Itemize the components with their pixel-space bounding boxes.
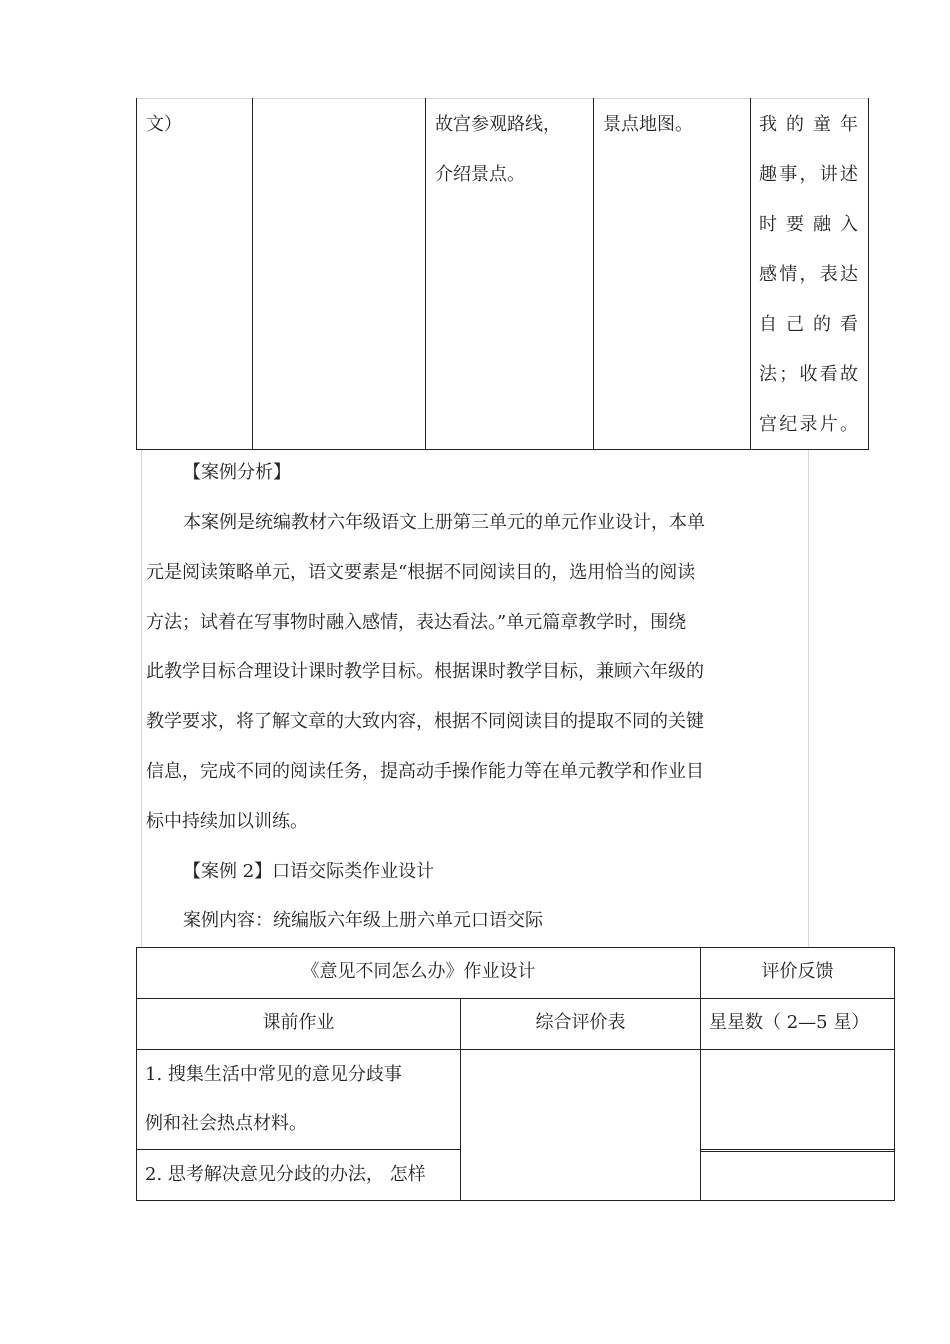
table-2-bottom-border — [136, 1200, 895, 1201]
table-1-line — [136, 98, 137, 450]
table-1-top-border — [136, 98, 869, 99]
table-2-col2-header: 综合评价表 — [535, 1012, 626, 1033]
table-2-row1-line: 1. 搜集生活中常见的意见分歧事 — [145, 1064, 402, 1085]
table-1-col5-line: 自己的看 — [759, 314, 858, 335]
table-2-col3-header: 星星数（ 2—5 星） — [709, 1012, 870, 1033]
case2-content: 案例内容：统编版六年级上册六单元口语交际 — [183, 910, 543, 931]
analysis-box-right-border — [808, 450, 809, 947]
table-1-line — [868, 98, 869, 450]
table-2-line — [894, 947, 895, 1201]
table-1-line — [252, 98, 253, 450]
table-1-col3-line: 介绍景点。 — [435, 164, 525, 185]
analysis-line: 教学要求，将了解文章的大致内容，根据不同阅读目的提取不同的关键 — [146, 711, 704, 732]
analysis-line: 信息，完成不同的阅读任务，提高动手操作能力等在单元教学和作业目 — [146, 761, 704, 782]
analysis-line: 本案例是统编教材六年级语文上册第三单元的单元作业设计，本单 — [183, 512, 705, 533]
table-1-col5-line: 趣事，讲述 — [759, 164, 858, 185]
analysis-line: 此教学目标合理设计课时教学目标。根据课时教学目标，兼顾六年级的 — [146, 661, 704, 682]
analysis-box-left-border — [141, 450, 142, 947]
table-1-col5-line: 感情，表达 — [759, 264, 858, 285]
table-1-col1-text: 文） — [146, 114, 182, 135]
case2-title: 【案例 2】口语交际类作业设计 — [183, 861, 435, 882]
analysis-line: 标中持续加以训练。 — [146, 811, 308, 832]
table-2-line — [700, 1149, 895, 1150]
table-1-col5-line: 宫纪录片。 — [759, 414, 858, 435]
table-1-col3-line: 故宫参观路线， — [435, 114, 561, 135]
analysis-line: 方法；试着在写事物时融入感情，表达看法。”单元篇章教学时，围绕 — [146, 612, 687, 633]
table-1-col4-text: 景点地图。 — [603, 114, 693, 135]
table-2-line — [700, 1151, 895, 1152]
table-1-line — [425, 98, 426, 450]
table-1-line — [750, 98, 751, 450]
table-1-col5-line: 法；收看故 — [759, 364, 858, 385]
analysis-heading: 【案例分析】 — [183, 462, 291, 483]
analysis-line: 元是阅读策略单元，语文要素是“根据不同阅读目的，选用恰当的阅读 — [146, 562, 696, 583]
table-1-col5-line: 时要融入 — [759, 214, 858, 235]
table-2-row2-text: 2. 思考解决意见分歧的办法， 怎样 — [145, 1164, 426, 1185]
table-2-row1-line: 例和社会热点材料。 — [145, 1113, 307, 1134]
table-2-col1-header: 课前作业 — [262, 1012, 335, 1033]
table-2-title: 《意见不同怎么办》作业设计 — [301, 961, 536, 982]
table-1-line — [593, 98, 594, 450]
table-1-col5-line: 我的童年 — [759, 114, 858, 135]
table-2-feedback-header: 评价反馈 — [761, 961, 834, 982]
